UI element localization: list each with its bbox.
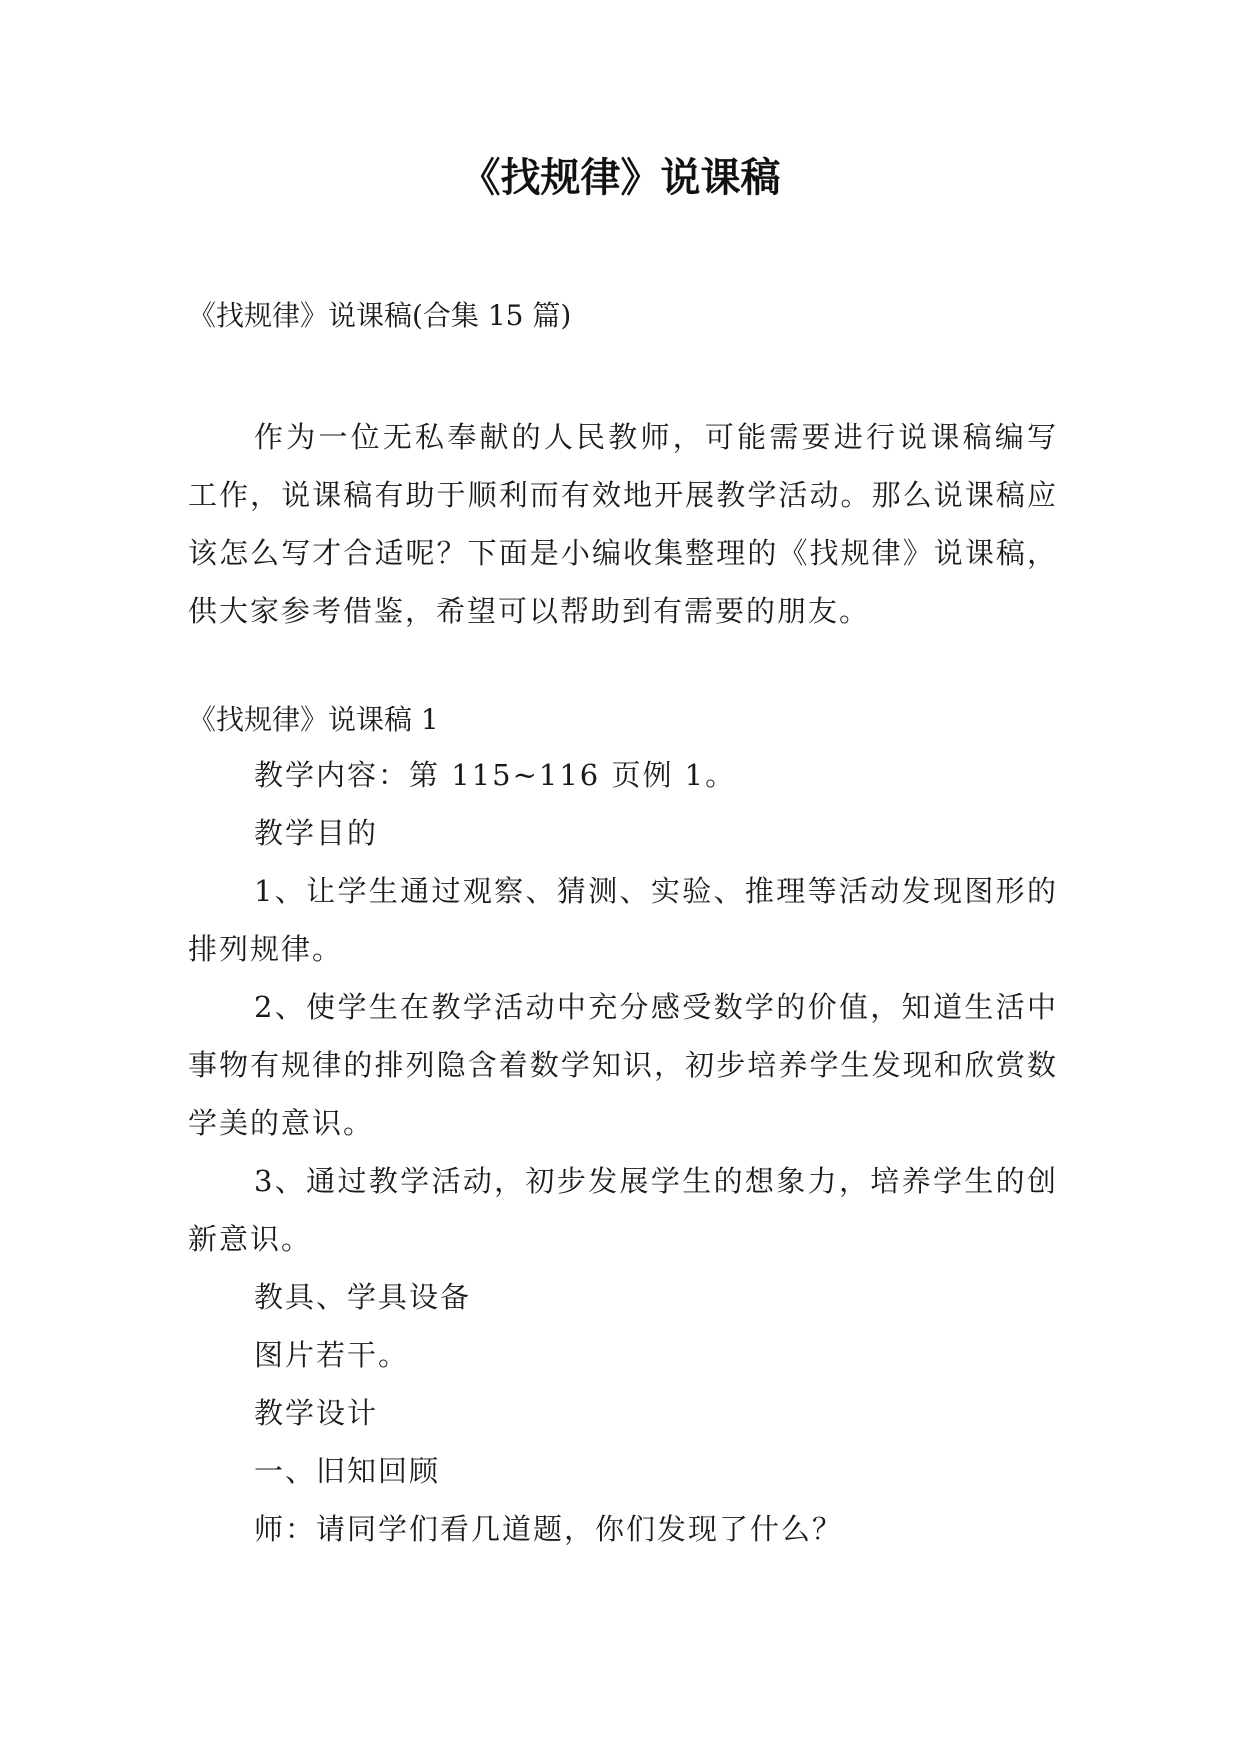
section-heading: 《找规律》说课稿 1 [188, 703, 439, 736]
document-title: 《找规律》说课稿 [460, 155, 781, 201]
intro-paragraph: 作为一位无私奉献的人民教师，可能需要进行说课稿编写工作，说课稿有助于顺利而有效地开展教学活动。那么说课稿应该怎么写才合适呢？下面是小编收集整理的《找规律》说课稿，供大家参考借鉴，希望可以帮助到有需要的朋友。 [188, 420, 1058, 628]
paragraph-teaching-content: 教学内容：第 115~116 页例 1。 [254, 758, 737, 792]
paragraph-teacher-question: 师：请同学们看几道题，你们发现了什么？ [254, 1512, 844, 1546]
paragraph-review-heading: 一、旧知回顾 [254, 1454, 441, 1488]
section-content [188, 746, 1058, 1558]
paragraph-teaching-aids-heading: 教具、学具设备 [254, 1280, 472, 1314]
paragraph-goal-1: 1、让学生通过观察、猜测、实验、推理等活动发现图形的排列规律。 [188, 874, 1058, 966]
paragraph-teaching-aids: 图片若干。 [254, 1338, 410, 1372]
paragraph-goal-3: 3、通过教学活动，初步发展学生的想象力，培养学生的创新意识。 [188, 1164, 1058, 1256]
paragraph-teaching-design-heading: 教学设计 [254, 1396, 379, 1430]
document-subtitle: 《找规律》说课稿(合集 15 篇) [188, 299, 572, 332]
paragraph-goal-2: 2、使学生在教学活动中充分感受数学的价值，知道生活中事物有规律的排列隐含着数学知识，初步培养学生发现和欣赏数学美的意识。 [188, 990, 1058, 1140]
paragraph-teaching-goals-heading: 教学目的 [254, 816, 379, 850]
